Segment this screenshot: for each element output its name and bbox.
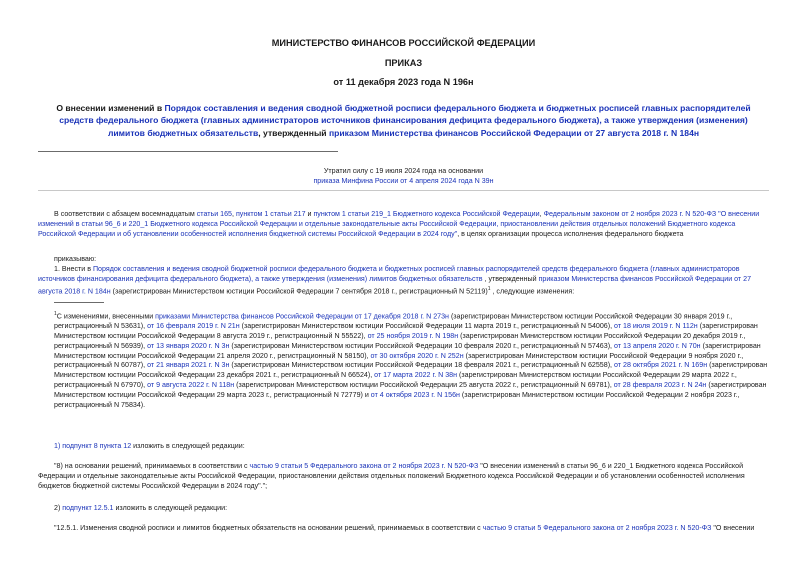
- footnote-link-169n[interactable]: от 28 октября 2021 г. N 169н: [614, 361, 708, 370]
- link-federal-law-520fz[interactable]: Федеральным законом от 2 ноября 2023 г. N 520-ФЗ "О внесении изменений в статьи 96_6 и 220_1 Бюджетного кодекса Российской Федерации и отдельные законодательные акты Российской Федерации, приостановлении действия отдельных положений Бюджетного кодекса Российской Федерации и об установлении особенностей исполнения бюджетной системы Российской Федерации в 2024 году": [38, 210, 760, 238]
- footnote-link-3n-2020[interactable]: от 13 января 2020 г. N 3н: [147, 341, 230, 350]
- quote-1-paragraph: [38, 462, 769, 491]
- footnote-text: (зарегистрирован Министерством юстиции Российской Федерации 10 февраля 2020 г., регистрационный N 57463),: [229, 341, 615, 350]
- footnote-link-156n[interactable]: от 4 октября 2023 г. N 156н: [370, 390, 460, 399]
- status-divider: [38, 190, 769, 191]
- item1-link-procedure[interactable]: Порядок составления и ведения сводной бюджетной росписи федерального бюджета и бюджетных росписей главных распорядителей средств федерального бюджета (главных администраторов источников финансирования дефицита федерального бюджета), а также утверждения (изменения) лимитов бюджетных обязательств: [38, 265, 740, 283]
- title-link-procedure[interactable]: Порядок составления и ведения сводной бюджетной росписи федерального бюджета и бюджетных росписей главных распорядителей средств федерального бюджета (главных администраторов источников финансирования дефицита федерального бюджета), а также утверждения (изменения) лимитов бюджетных обязательств: [59, 103, 751, 138]
- quote2-link-law-520fz[interactable]: частью 9 статьи 5 Федерального закона от 2 ноября 2023 г. N 520-ФЗ: [482, 524, 712, 532]
- status-link[interactable]: приказа Минфина России от 4 апреля 2024 года N 39н: [313, 177, 494, 185]
- quote1-link-law-520fz[interactable]: частью 9 статьи 5 Федерального закона от 2 ноября 2023 г. N 520-ФЗ: [249, 462, 479, 470]
- footnote-text: (зарегистрирован Министерством юстиции Российской Федерации 20 декабря 2019 г., регистрационный N 56939),: [54, 331, 746, 350]
- doc-title: [40, 102, 767, 139]
- footnote-divider: [54, 302, 104, 303]
- item1-link-order-184n[interactable]: приказом Министерства финансов Российской Федерации от 27 августа 2018 г. N 184н: [38, 274, 752, 295]
- subitem2-link[interactable]: подпункт 12.5.1: [62, 504, 114, 512]
- footnote-text: (зарегистрирован Министерством юстиции Российской Федерации 9 ноября 2020 г., регистрационный N 60787),: [54, 351, 744, 370]
- quote2-text: "О внесении: [711, 524, 755, 532]
- doc-type: ПРИКАЗ: [384, 58, 423, 68]
- preamble-paragraph: [38, 210, 769, 239]
- item1-text: 1. Внести в: [54, 265, 93, 273]
- subitem-1: [54, 442, 245, 452]
- title-middle: , утвержденный: [258, 127, 329, 138]
- footnote-link-38n[interactable]: от 17 марта 2022 г. N 38н: [374, 371, 458, 380]
- subitem2-text: 2): [54, 504, 63, 512]
- preamble-text: и: [305, 210, 314, 218]
- link-article-165[interactable]: статьи 165: [196, 210, 232, 218]
- subitem1-link[interactable]: 1) подпункт 8 пункта 12: [54, 442, 132, 450]
- footnote-text: (зарегистрирован Министерством юстиции Российской Федерации 30 января 2019 г., регистрационный N 53631),: [54, 312, 733, 331]
- footnote-link-3n-2021[interactable]: от 21 января 2021 г. N 3н: [147, 361, 230, 370]
- footnote-link-273n[interactable]: приказами Министерства финансов Российской Федерации от 17 декабря 2018 г. N 273н: [155, 312, 449, 321]
- quote-2-paragraph: [38, 524, 769, 534]
- title-prefix: О внесении изменений в: [56, 103, 165, 113]
- item1-text: (зарегистрирован Министерством юстиции Российской Федерации 7 сентября 2018 г., регистрационный N 52119): [110, 286, 488, 295]
- footnote-text: (зарегистрирован Министерством юстиции Российской Федерации 29 марта 2022 г., регистрационный N 67970),: [54, 371, 737, 389]
- doc-date-number: от 11 декабря 2023 года N 196н: [333, 77, 474, 87]
- footnote-text: (зарегистрирован Министерством юстиции Российской Федерации 18 февраля 2021 г., регистрационный N 62558),: [229, 361, 615, 370]
- footnote-text: С изменениями, внесенными: [56, 312, 156, 321]
- ministry-heading: МИНИСТЕРСТВО ФИНАНСОВ РОССИЙСКОЙ ФЕДЕРАЦИИ: [271, 38, 536, 48]
- preamble-text: ,: [231, 210, 236, 218]
- quote2-text: "12.5.1. Изменения сводной росписи и лимитов бюджетных обязательств на основании решений, принимаемых в соответствии с: [54, 524, 483, 532]
- footnote-ref: 1: [487, 285, 491, 292]
- footnote-text: (зарегистрирован Министерством юстиции Российской Федерации 21 апреля 2020 г., регистрационный N 58150),: [54, 341, 761, 360]
- subitem-2: [54, 504, 227, 514]
- footnote-text: (зарегистрирован Министерством юстиции Российской Федерации 29 марта 2023 г., регистрационный N 72779) и: [54, 380, 767, 399]
- status-line-link-wrap: [0, 177, 807, 187]
- preamble-text: , в целях организации процесса исполнения федерального бюджета: [457, 229, 684, 238]
- footnote-link-198n[interactable]: от 25 ноября 2019 г. N 198н: [367, 331, 459, 340]
- footnote-text: (зарегистрирован Министерством юстиции Российской Федерации 8 августа 2019 г., регистрационный N 55522),: [54, 322, 758, 340]
- footnote-link-70n[interactable]: от 13 апреля 2020 г. N 70н: [614, 341, 701, 350]
- footnote-link-252n[interactable]: от 30 октября 2020 г. N 252н: [370, 351, 464, 360]
- item1-text: , утвержденный: [482, 274, 539, 283]
- footnote-link-112n[interactable]: от 18 июля 2019 г. N 112н: [614, 322, 698, 331]
- quote1-text: "8) на основании решений, принимаемых в соответствии с: [54, 462, 250, 470]
- link-article-217[interactable]: пунктом 1 статьи 217: [235, 210, 306, 218]
- footnote-text: (зарегистрирован Министерством юстиции Российской Федерации 11 марта 2019 г., регистрационный N 54006),: [239, 322, 615, 331]
- footnote-text: (зарегистрирован Министерством юстиции Российской Федерации 25 августа 2022 г., регистрационный N 69781),: [234, 380, 614, 389]
- subitem1-text: изложить в следующей редакции:: [131, 442, 245, 450]
- preamble-text: В соответствии с абзацем восемнадцатым: [54, 210, 197, 218]
- title-link-order-184n[interactable]: приказом Министерства финансов Российской Федерации от 27 августа 2018 г. N 184н: [328, 127, 700, 138]
- footnote-link-24n[interactable]: от 28 февраля 2023 г. N 24н: [613, 380, 707, 389]
- footnote-mark: 1: [54, 311, 57, 317]
- footnote-link-118n[interactable]: от 9 августа 2022 г. N 118н: [147, 380, 235, 389]
- item-1-paragraph: [38, 265, 769, 297]
- status-line: Утратил силу с 19 июля 2024 года на основании: [323, 167, 484, 175]
- footnote-text: (зарегистрирован Министерством юстиции Российской Федерации 23 декабря 2021 г., регистрационный N 66524),: [54, 361, 768, 380]
- footnote-paragraph: [54, 310, 769, 410]
- footnote-link-21n[interactable]: от 16 февраля 2019 г. N 21н: [147, 322, 240, 331]
- subitem2-text: изложить в следующей редакции:: [113, 504, 228, 512]
- item1-text: , следующие изменения:: [490, 286, 575, 295]
- title-divider: [38, 151, 338, 152]
- footnote-text: (зарегистрирован Министерством юстиции Российской Федерации 2 ноября 2023 г., регистрационный N 75834).: [54, 390, 740, 409]
- preamble-text: ,: [539, 210, 544, 218]
- order-word: приказываю:: [54, 255, 97, 263]
- quote1-text: "О внесении изменений в статьи 96_6 и 220_1 Бюджетного кодекса Российской Федерации и отдельные законодательные акты Российской Федерации, приостановлении действия отдельных положений Бюджетного кодекса Российской Федерации и об установлении особенностей исполнения бюджетов бюджетной системы Российской Федерации в 2024 году".";: [38, 462, 745, 490]
- link-article-219-1[interactable]: пунктом 1 статьи 219_1 Бюджетного кодекса Российской Федерации: [313, 210, 540, 218]
